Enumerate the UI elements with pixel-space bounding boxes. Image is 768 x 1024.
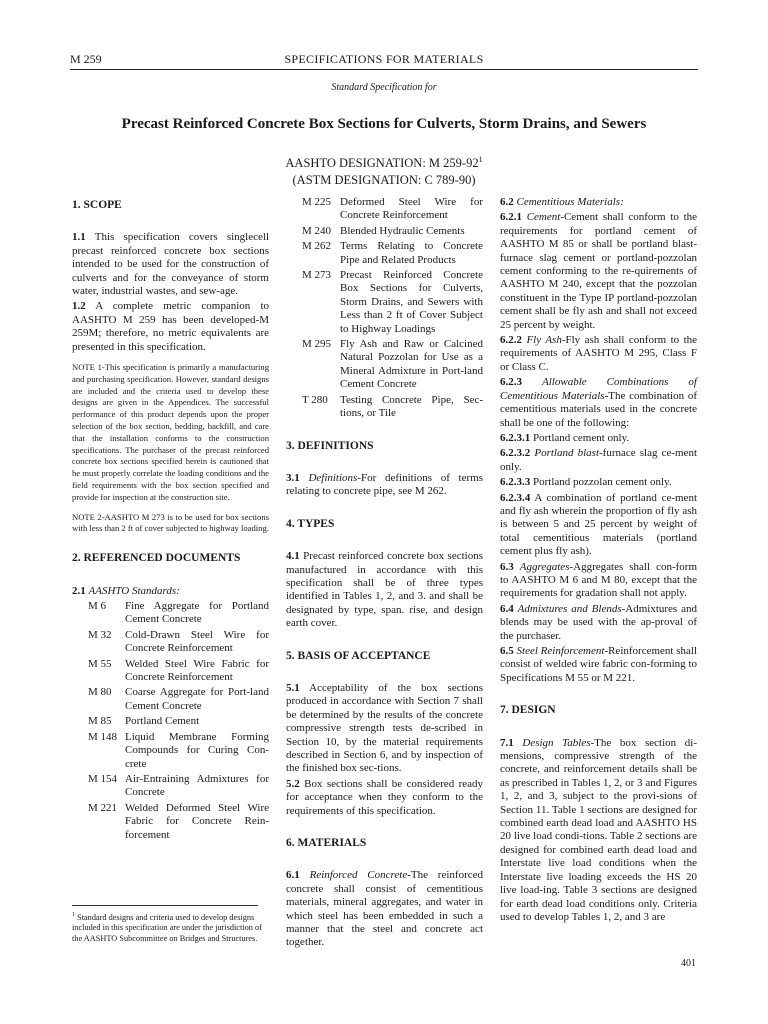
designation-block (0, 151, 768, 189)
paragraph-6-2: 6.2 Cementitious Materials: (500, 196, 624, 208)
paragraph-2-1: 2.1 AASHTO Standards: (72, 584, 180, 597)
footnote: $^1$ Standard designs and criteria used to develop designs included in this specification are under the jurisdiction of the AASHTO Subcommittee on Bridges and Structures. (72, 912, 262, 943)
section-heading-definitions: 3. DEFINITIONS (286, 439, 374, 452)
paragraph-6-5: 6.5 Steel Reinforcement-Reinforcement shall consist of welded wire fabric con-forming to Specifications M 55 or M 221. (500, 645, 698, 684)
section-heading-referenced-documents: 2. REFERENCED DOCUMENTS (72, 552, 241, 565)
paragraph-6-2-1: 6.2.1 Cement-Cement shall conform to the requirements for portland cement of AASHTO M 85 or shall be portland blast-furnace slag cement or portland-pozzolan cement conforming to the re-quirements of AASHTO M 240, except that the pozzolan constituent in the Type IP portland-pozzolan cement shall be fly ash and shall not exceed 25 percent by weight. (500, 211, 698, 331)
running-header (70, 52, 698, 68)
reference-item: M 55 Welded Steel Wire Fabric for Concrete Reinforcement (88, 657, 269, 684)
reference-item: M 154 Air-Entraining Admixtures for Concrete (88, 772, 269, 799)
paragraph-4-1: 4.1 Precast reinforced concrete box sections manufactured in accordance with this specification shall be of three types identified in Tables 1, 2, and 3. and shall be designated by type, span. rise, and design earth cover. (286, 550, 483, 630)
paragraph-6-2-2: 6.2.2 Fly Ash-Fly ash shall conform to the requirements of AASHTO M 295, Class F or Class C. (500, 334, 698, 373)
paragraph-1-2: 1.2 A complete metric companion to AASHTO M 259 has been developed-M 259M; therefore, no metric equivalents are presented in this specification. (72, 300, 269, 353)
note-1: NOTE 1-This specification is primarily a manufacturing and purchasing specification. However, standard designs are included and the criteria used to develop these designs are given in the Appendices. The successful performance of this product depends upon the proper selection of the box section, bedding, backfill, and care that the installation conforms to the construction specifications. The purchaser of the precast reinforced concrete box sections specified herein is cautioned that he must properly correlate the loading conditions and the field requirements with the box section specified and provide for inspection at the construction site. (72, 362, 269, 502)
page-number: 401 (681, 958, 696, 969)
paragraph-1-1: 1.1 This specification covers singlecell precast reinforced concrete box sections intended to be used for the construction of culverts and for the conveyance of storm water, industrial wastes, and sew-age. (72, 231, 269, 298)
section-heading-materials: 6. MATERIALS (286, 837, 367, 850)
paragraph-6-4: 6.4 Admixtures and Blends-Admixtures and blends may be used with the ap-proval of the purchaser. (500, 602, 697, 642)
reference-item: M 80 Coarse Aggregate for Port-land Cement Concrete (88, 686, 269, 712)
reference-item: M 240 Blended Hydraulic Cements (302, 224, 465, 237)
footnote-mark: 1 (478, 155, 483, 164)
astm-designation: (ASTM DESIGNATION: C 789-90) (292, 173, 476, 188)
paragraph-6-1: 6.1 Reinforced Concrete-The reinforced concrete shall consist of cementitious materials, mineral aggregates, and water in which steel has been embedded in such a manner that the steel and concrete act together. (286, 869, 483, 949)
note-2: NOTE 2-AASHTO M 273 is to be used for box sections with less than 2 ft of cover subjected to highway loading. (72, 511, 269, 534)
paragraph-3-1: 3.1 Definitions-For definitions of terms relating to concrete pipe, see M 262. (286, 471, 483, 498)
reference-list-continued (286, 196, 483, 421)
reference-item: T 280 Testing Concrete Pipe, Sec-tions, or Tile (302, 393, 483, 420)
section-heading-scope: 1. SCOPE (72, 199, 122, 211)
section-heading-design: 7. DESIGN (500, 704, 556, 717)
section-heading-types: 4. TYPES (286, 517, 335, 530)
paragraph-6-2-3-4: 6.2.3.4 A combination of portland ce-ment and fly ash wherein the proportion of fly ash is between 5 and 25 percent by weight of total cementitious materials (portland cement plus fly ash). (500, 491, 697, 558)
paragraph-6-2-3-1: 6.2.3.1 Portland cement only. (500, 431, 630, 444)
footnote-rule (72, 905, 258, 906)
paragraph-6-3: 6.3 Aggregates-Aggregates shall con-form to AASHTO M 6 and M 80, except that the requirements for gradation shall not apply. (500, 560, 697, 600)
standard-label: Standard Specification for (331, 82, 437, 93)
paragraph-5-2: 5.2 Box sections shall be considered ready for acceptance when they conform to the requirements of this specification. (286, 777, 483, 817)
section-heading-basis-of-acceptance: 5. BASIS OF ACCEPTANCE (286, 649, 431, 662)
reference-list (72, 600, 269, 842)
header-title: SPECIFICATIONS FOR MATERIALS (284, 52, 484, 66)
reference-item: M 262 Terms Relating to Concrete Pipe and Related Products (302, 240, 483, 266)
paragraph-5-1: 5.1 Acceptability of the box sections produced in accordance with Section 7 shall be determined by the results of the concrete compressive strength tests de-scribed in Section 10, by the material requirements described in Section 6, and by inspection of the finished box sec-tions. (286, 681, 483, 775)
aashto-designation: AASHTO DESIGNATION: M $259-92^1$ (285, 155, 483, 171)
paragraph-6-2-3-2: 6.2.3.2 Portland blast-furnace slag ce-ment only. (500, 447, 698, 473)
column-3 (500, 196, 697, 926)
document-title: Precast Reinforced Concrete Box Sections for Culverts, Storm Drains, and Sewers (121, 116, 647, 132)
paragraph-7-1: 7.1 Design Tables-The box section di-mensions, compressive strength of the concrete, and reinforcement details shall be as prescribed in Tables 1, 2, or 3 and Figures 1, 2, and 3, subject to the provi-sions of Section 11. Table 1 sections are designed for combined earth dead load and AASHTO HS 20 live load condi-tions. Table 2 sections are designed for combined earth dead load and Interstate live load conditions when the Interstate live loading exceeds the HS 20 live load-ing. Table 3 sections are designed for earth dead load conditions only. Criteria used to develop Tables 1, 2, and 3 are (500, 736, 698, 923)
reference-item: M 85 Portland Cement (88, 715, 200, 728)
reference-item: M 6 Fine Aggregate for Portland Cement Concrete (88, 600, 269, 626)
reference-item: M 221 Welded Deformed Steel Wire Fabric for Concrete Rein-forcement (88, 801, 269, 841)
paragraph-6-2-3-3: 6.2.3.3 Portland pozzolan cement only. (500, 476, 672, 489)
column-1 (72, 196, 269, 844)
reference-item: M 295 Fly Ash and Raw or Calcined Natural Pozzolan for Use as a Mineral Admixture in Port-land Cement Concrete (302, 338, 483, 391)
reference-item: M 225 Deformed Steel Wire for Concrete Reinforcement (302, 196, 483, 222)
paragraph-6-2-3: 6.2.3 Allowable Combinations of Cementitious Materials-The combination of cementitious materials used in the concrete shall be one of the following: (500, 376, 697, 429)
header-rule (70, 69, 698, 70)
reference-item: M 148 Liquid Membrane Forming Compounds for Curing Con-crete (88, 730, 269, 770)
reference-item: M 32 Cold-Drawn Steel Wire for Concrete Reinforcement (88, 628, 269, 655)
reference-item: M 273 Precast Reinforced Concrete Box Sections for Culverts, Storm Drains, and Sewers with Less than 2 ft of Cover Subject to Highway Loadings (302, 269, 483, 335)
column-2 (286, 196, 483, 952)
header-spec-code: M 259 (70, 52, 102, 66)
